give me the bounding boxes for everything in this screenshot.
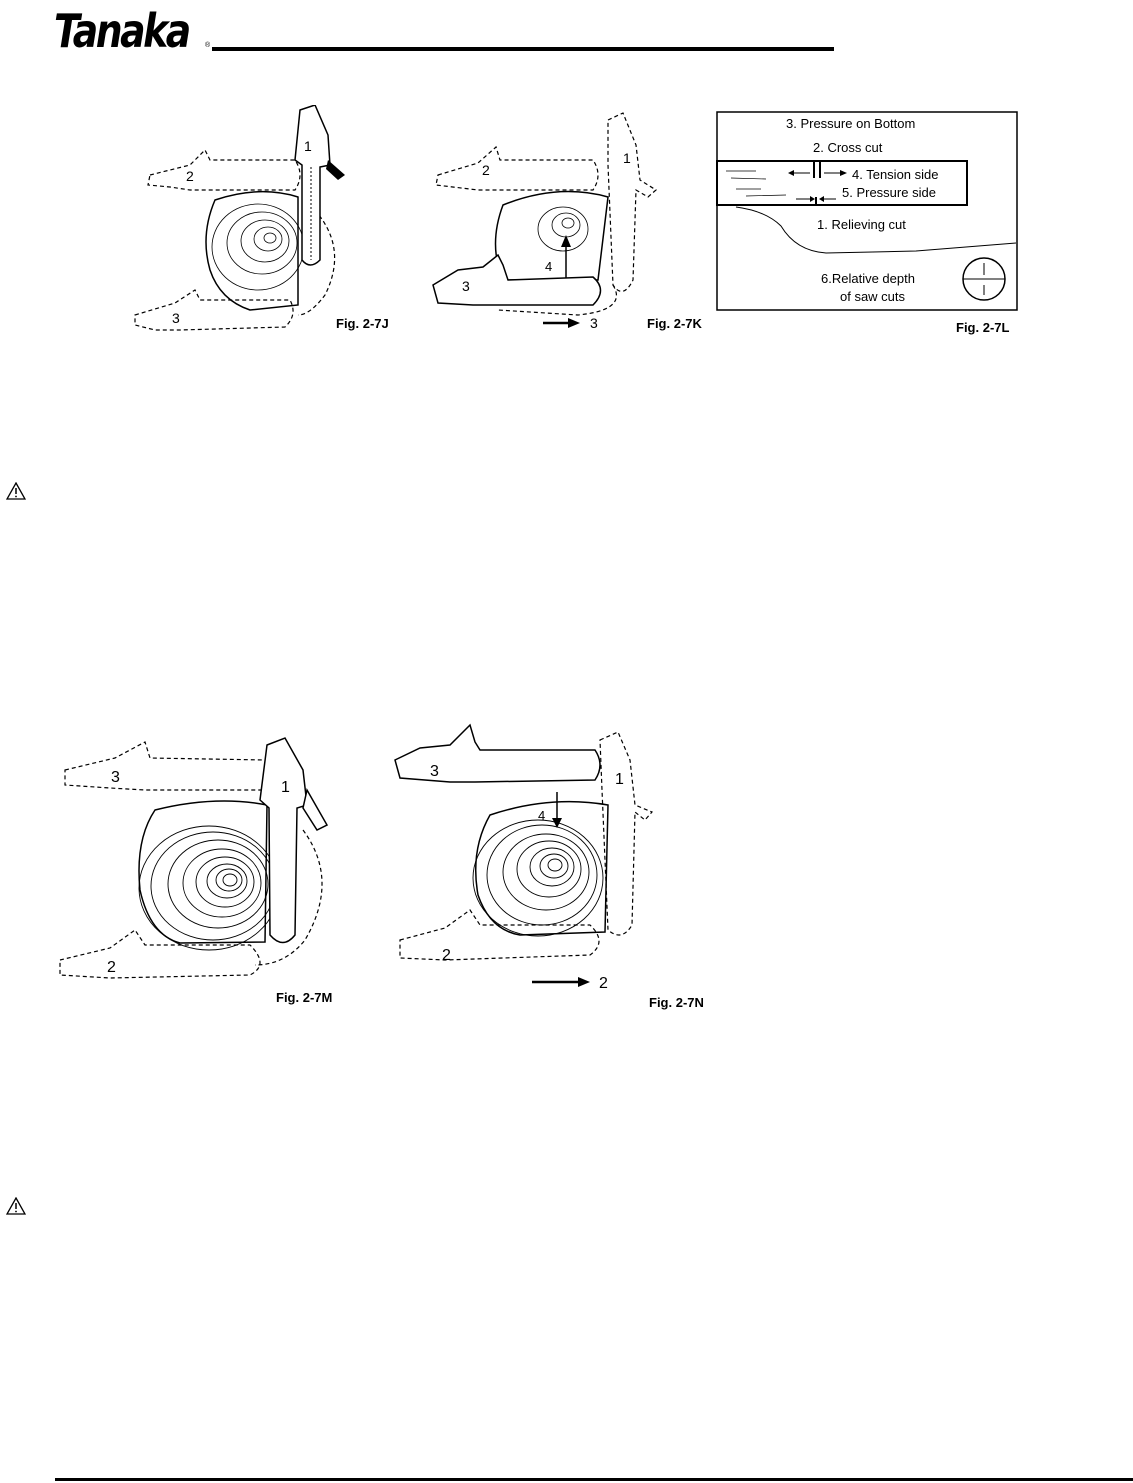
fig-2-7l-caption: Fig. 2-7L: [956, 320, 1010, 335]
fig-2-7m-label-2: 2: [107, 959, 116, 976]
fig-2-7k-label-2: 2: [482, 162, 490, 178]
fig-2-7m-caption: Fig. 2-7M: [276, 990, 333, 1005]
fig-2-7k-label-3: 3: [462, 278, 470, 294]
fig-2-7n-label-2: 2: [442, 947, 451, 964]
fig-2-7k-arrow-label: 3: [590, 315, 598, 331]
registered-mark: ®: [205, 42, 211, 49]
fig-2-7l-pressure-bottom: 3. Pressure on Bottom: [786, 116, 916, 131]
brand-logo: Tanaka: [54, 4, 189, 58]
figure-2-7j-illustration: [130, 105, 360, 340]
fig-2-7n-caption: Fig. 2-7N: [649, 995, 704, 1010]
fig-2-7n-label-3: 3: [430, 763, 439, 780]
fig-2-7n-label-1: 1: [615, 771, 624, 788]
fig-2-7l-relieving-cut: 1. Relieving cut: [817, 217, 906, 232]
fig-2-7j-label-1: 1: [304, 138, 312, 154]
fig-2-7m-label-3: 3: [111, 769, 120, 786]
fig-2-7m-label-1: 1: [281, 779, 290, 796]
fig-2-7j-label-2: 2: [186, 168, 194, 184]
warning-triangle-icon: [6, 1197, 26, 1215]
fig-2-7j-label-3: 3: [172, 310, 180, 326]
footer-rule: [55, 1478, 1133, 1481]
fig-2-7l-relative-depth-line1: 6.Relative depth: [821, 271, 915, 286]
fig-2-7l-pressure-side: 5. Pressure side: [842, 185, 936, 200]
fig-2-7l-relative-depth-line2: of saw cuts: [840, 289, 906, 304]
figure-2-7n-illustration: [390, 720, 680, 995]
fig-2-7l-cross-cut: 2. Cross cut: [813, 140, 883, 155]
warning-triangle-icon: [6, 482, 26, 500]
figure-2-7k-illustration: [418, 105, 678, 335]
fig-2-7k-label-4: 4: [545, 259, 553, 274]
header-rule: [212, 47, 834, 51]
fig-2-7k-caption: Fig. 2-7K: [647, 316, 702, 331]
fig-2-7k-label-1: 1: [623, 150, 631, 166]
fig-2-7n-label-4: 4: [538, 808, 546, 823]
fig-2-7l-tension-side: 4. Tension side: [852, 167, 939, 182]
figure-2-7l-diagram: [716, 111, 1018, 311]
fig-2-7n-arrow-label: 2: [599, 975, 608, 992]
figure-2-7m-illustration: [55, 730, 335, 995]
fig-2-7j-caption: Fig. 2-7J: [336, 316, 389, 331]
